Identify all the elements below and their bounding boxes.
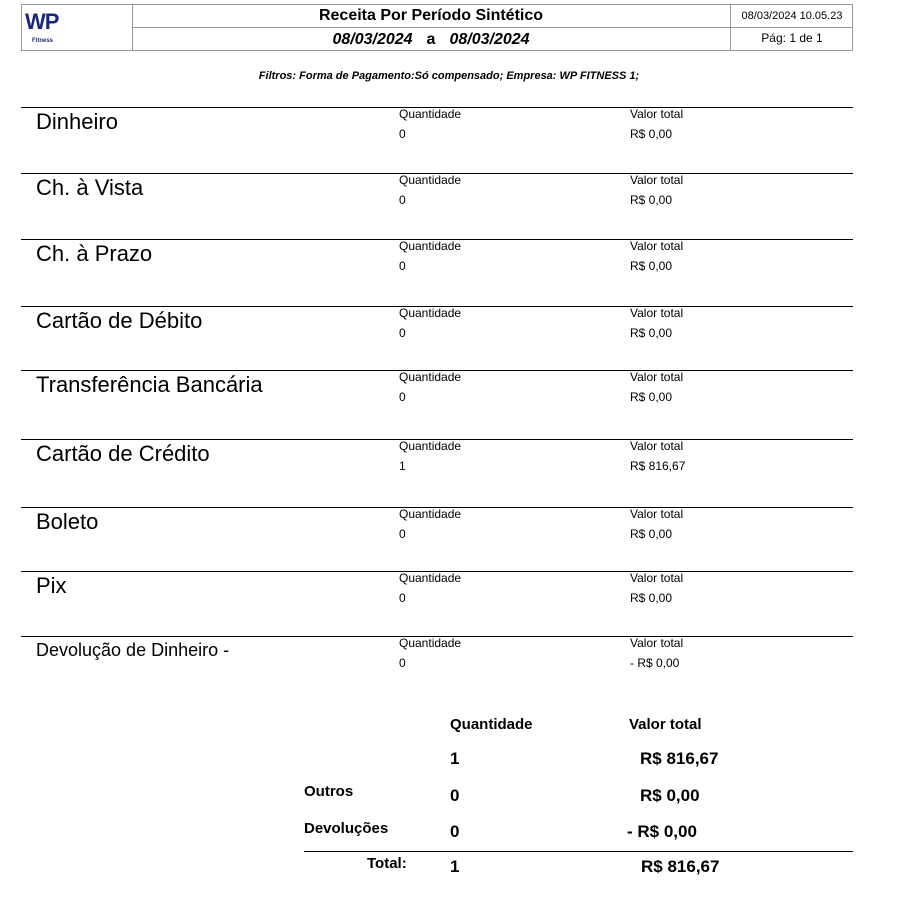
value-total-label: Valor total bbox=[630, 239, 684, 253]
value-total-amount: R$ 816,67 bbox=[630, 459, 686, 473]
quantity-label: Quantidade bbox=[399, 439, 462, 453]
summary-outros-label: Outros bbox=[304, 783, 354, 800]
date-separator: a bbox=[426, 31, 436, 48]
summary-divider bbox=[304, 851, 853, 852]
payment-method-name: Devolução de Dinheiro - bbox=[36, 640, 230, 660]
summary-total-qty: 1 bbox=[450, 857, 460, 876]
summary-main-val: R$ 816,67 bbox=[640, 749, 719, 768]
payment-section bbox=[21, 636, 853, 696]
value-total-label: Valor total bbox=[630, 107, 684, 121]
payment-section bbox=[21, 439, 853, 499]
summary-outros-qty: 0 bbox=[450, 786, 460, 805]
quantity-label: Quantidade bbox=[399, 571, 462, 585]
payment-method-name: Dinheiro bbox=[36, 109, 118, 134]
date-to: 08/03/2024 bbox=[449, 31, 530, 48]
quantity-value: 0 bbox=[399, 527, 406, 541]
payment-method-name: Cartão de Débito bbox=[36, 308, 203, 333]
quantity-value: 0 bbox=[399, 127, 406, 141]
quantity-value: 0 bbox=[399, 656, 406, 670]
payment-method-name: Pix bbox=[36, 573, 67, 598]
company-logo bbox=[22, 5, 133, 50]
value-total-label: Valor total bbox=[630, 173, 684, 187]
payment-method-name: Transferência Bancária bbox=[36, 372, 263, 397]
payment-section bbox=[21, 173, 853, 233]
quantity-value: 0 bbox=[399, 326, 406, 340]
value-total-label: Valor total bbox=[630, 571, 684, 585]
value-total-amount: R$ 0,00 bbox=[630, 527, 673, 541]
value-total-label: Valor total bbox=[630, 306, 684, 320]
value-total-amount: - R$ 0,00 bbox=[630, 656, 680, 670]
quantity-value: 0 bbox=[399, 259, 406, 273]
quantity-label: Quantidade bbox=[399, 107, 462, 121]
quantity-value: 0 bbox=[399, 591, 406, 605]
summary-main-qty: 1 bbox=[450, 749, 460, 768]
date-from: 08/03/2024 bbox=[332, 31, 413, 48]
value-total-label: Valor total bbox=[630, 370, 684, 384]
payment-section bbox=[21, 107, 853, 167]
payment-method-name: Ch. à Vista bbox=[36, 175, 144, 200]
value-total-amount: R$ 0,00 bbox=[630, 591, 673, 605]
payment-section bbox=[21, 239, 853, 299]
value-total-amount: R$ 0,00 bbox=[630, 326, 673, 340]
value-total-amount: R$ 0,00 bbox=[630, 390, 673, 404]
logo-text: WP bbox=[25, 9, 59, 34]
value-total-amount: R$ 0,00 bbox=[630, 193, 673, 207]
payment-method-name: Boleto bbox=[36, 509, 99, 534]
summary-val-header: Valor total bbox=[629, 716, 702, 733]
payment-section bbox=[21, 571, 853, 631]
generated-timestamp: 08/03/2024 10.05.23 bbox=[730, 5, 853, 28]
date-range bbox=[132, 28, 730, 50]
quantity-value: 0 bbox=[399, 193, 406, 207]
summary-outros-val: R$ 0,00 bbox=[640, 786, 700, 805]
quantity-label: Quantidade bbox=[399, 507, 462, 521]
payment-section bbox=[21, 370, 853, 430]
quantity-value: 1 bbox=[399, 459, 406, 473]
summary-total-val: R$ 816,67 bbox=[641, 857, 720, 876]
report-title: Receita Por Período Sintético bbox=[132, 5, 730, 28]
payment-method-name: Ch. à Prazo bbox=[36, 241, 153, 266]
summary-devolucoes-val: - R$ 0,00 bbox=[627, 822, 697, 841]
summary-devolucoes-label: Devoluções bbox=[304, 820, 389, 837]
filters-text: Filtros: Forma de Pagamento:Só compensado; Empresa: WP FITNESS 1; bbox=[258, 70, 640, 82]
value-total-amount: R$ 0,00 bbox=[630, 259, 673, 273]
summary-total-label: Total: bbox=[367, 855, 407, 872]
payment-section bbox=[21, 507, 853, 567]
page-indicator: Pág: 1 de 1 bbox=[730, 28, 853, 50]
quantity-label: Quantidade bbox=[399, 306, 462, 320]
value-total-label: Valor total bbox=[630, 636, 684, 650]
value-total-label: Valor total bbox=[630, 439, 684, 453]
logo-subtext: Fitness bbox=[32, 38, 54, 44]
summary-devolucoes-qty: 0 bbox=[450, 822, 460, 841]
payment-method-name: Cartão de Crédito bbox=[36, 441, 210, 466]
value-total-label: Valor total bbox=[630, 507, 684, 521]
quantity-label: Quantidade bbox=[399, 370, 462, 384]
quantity-label: Quantidade bbox=[399, 636, 462, 650]
payment-section bbox=[21, 306, 853, 366]
quantity-label: Quantidade bbox=[399, 173, 462, 187]
report-header bbox=[21, 4, 853, 51]
value-total-amount: R$ 0,00 bbox=[630, 127, 673, 141]
quantity-value: 0 bbox=[399, 390, 406, 404]
quantity-label: Quantidade bbox=[399, 239, 462, 253]
summary-qty-header: Quantidade bbox=[450, 716, 533, 733]
